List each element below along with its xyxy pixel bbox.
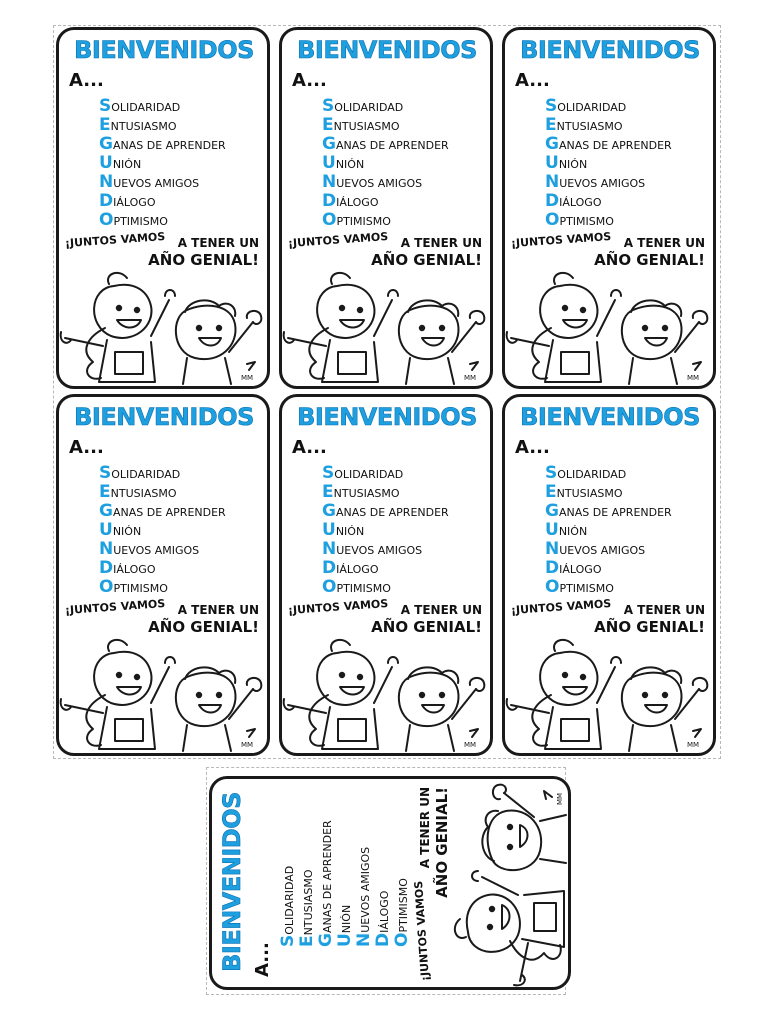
card-subtitle: A... (515, 437, 550, 458)
acrostic-item: GANAS DE APRENDER (99, 501, 226, 521)
slogan-part1: ¡JUNTOS VAMOS (510, 597, 612, 617)
welcome-bookmark-7 (209, 776, 571, 990)
artist-signature: MM (687, 374, 700, 382)
acrostic-item: UNIÓN (545, 153, 588, 173)
acrostic-item: ENTUSIASMO (545, 482, 623, 502)
acrostic-item: DIÁLOGO (322, 558, 379, 578)
acrostic-item: UNIÓN (99, 153, 142, 173)
acrostic-item: OPTIMISMO (322, 577, 391, 597)
acrostic-item: NUEVOS AMIGOS (354, 846, 374, 947)
welcome-bookmark-3 (502, 27, 716, 389)
acrostic-item: DIÁLOGO (545, 558, 602, 578)
acrostic-item: NUEVOS AMIGOS (545, 539, 646, 559)
welcome-bookmark-6 (502, 394, 716, 756)
two-cheering-kids-icon (505, 633, 713, 753)
acrostic-item: ENTUSIASMO (99, 482, 177, 502)
acrostic-item: ENTUSIASMO (297, 869, 317, 947)
artist-signature: MM (464, 741, 477, 749)
card-subtitle: A... (515, 70, 550, 91)
acrostic-item: NUEVOS AMIGOS (99, 539, 200, 559)
acrostic-item: OPTIMISMO (99, 577, 168, 597)
two-cheering-kids-icon (59, 266, 267, 386)
acrostic-item: OPTIMISMO (545, 577, 614, 597)
acrostic-item: DIÁLOGO (545, 191, 602, 211)
acrostic-item: UNIÓN (322, 153, 365, 173)
card-title: BIENVENIDOS (520, 403, 700, 431)
acrostic-list (545, 96, 672, 229)
slogan-part2: A TENER UN (400, 236, 482, 250)
acrostic-list (322, 463, 449, 596)
two-cheering-kids-icon (282, 633, 490, 753)
slogan-part3: AÑO GENIAL! (148, 618, 259, 636)
slogan-part3: AÑO GENIAL! (594, 251, 705, 269)
card-subtitle: A... (69, 437, 104, 458)
slogan-part2: A TENER UN (400, 603, 482, 617)
acrostic-item: ENTUSIASMO (322, 482, 400, 502)
acrostic-item: OPTIMISMO (322, 210, 391, 230)
acrostic-item: GANAS DE APRENDER (322, 501, 449, 521)
two-cheering-kids-icon (448, 779, 568, 987)
slogan-part1: ¡JUNTOS VAMOS (412, 880, 432, 982)
acrostic-item: DIÁLOGO (99, 191, 156, 211)
acrostic-list (278, 820, 411, 947)
acrostic-item: ENTUSIASMO (322, 115, 400, 135)
artist-signature: MM (241, 374, 254, 382)
card-title: BIENVENIDOS (74, 403, 254, 431)
slogan-part1: ¡JUNTOS VAMOS (64, 597, 166, 617)
two-cheering-kids-icon (505, 266, 713, 386)
welcome-bookmark-5 (279, 394, 493, 756)
acrostic-item: NUEVOS AMIGOS (99, 172, 200, 192)
acrostic-item: UNIÓN (322, 520, 365, 540)
acrostic-item: UNIÓN (99, 520, 142, 540)
acrostic-item: NUEVOS AMIGOS (545, 172, 646, 192)
card-subtitle: A... (252, 942, 273, 977)
acrostic-item: SOLIDARIDAD (545, 96, 627, 116)
acrostic-item: GANAS DE APRENDER (99, 134, 226, 154)
acrostic-item: ENTUSIASMO (545, 115, 623, 135)
acrostic-item: GANAS DE APRENDER (322, 134, 449, 154)
acrostic-item: UNIÓN (545, 520, 588, 540)
acrostic-item: SOLIDARIDAD (99, 463, 181, 483)
artist-signature: MM (556, 792, 564, 805)
slogan-part2: A TENER UN (177, 236, 259, 250)
slogan-part2: A TENER UN (177, 603, 259, 617)
card-title: BIENVENIDOS (74, 36, 254, 64)
slogan-part2: A TENER UN (623, 236, 705, 250)
card-title: BIENVENIDOS (297, 403, 477, 431)
acrostic-item: NUEVOS AMIGOS (322, 539, 423, 559)
slogan-part3: AÑO GENIAL! (148, 251, 259, 269)
card-subtitle: A... (69, 70, 104, 91)
acrostic-item: SOLIDARIDAD (545, 463, 627, 483)
acrostic-item: DIÁLOGO (322, 191, 379, 211)
card-title: BIENVENIDOS (297, 36, 477, 64)
slogan-part3: AÑO GENIAL! (433, 787, 451, 898)
card-title: BIENVENIDOS (520, 36, 700, 64)
acrostic-item: ENTUSIASMO (99, 115, 177, 135)
acrostic-item: SOLIDARIDAD (322, 463, 404, 483)
acrostic-item: OPTIMISMO (392, 878, 412, 947)
acrostic-item: DIÁLOGO (99, 558, 156, 578)
card-subtitle: A... (292, 437, 327, 458)
acrostic-list (99, 463, 226, 596)
acrostic-item: OPTIMISMO (545, 210, 614, 230)
card-subtitle: A... (292, 70, 327, 91)
artist-signature: MM (687, 741, 700, 749)
acrostic-item: NUEVOS AMIGOS (322, 172, 423, 192)
slogan-part1: ¡JUNTOS VAMOS (64, 230, 166, 250)
acrostic-item: SOLIDARIDAD (322, 96, 404, 116)
acrostic-list (322, 96, 449, 229)
artist-signature: MM (464, 374, 477, 382)
slogan-part1: ¡JUNTOS VAMOS (287, 597, 389, 617)
acrostic-item: GANAS DE APRENDER (316, 820, 336, 947)
acrostic-item: DIÁLOGO (373, 890, 393, 947)
acrostic-item: GANAS DE APRENDER (545, 501, 672, 521)
slogan-part1: ¡JUNTOS VAMOS (287, 230, 389, 250)
welcome-bookmark-1 (56, 27, 270, 389)
acrostic-item: SOLIDARIDAD (278, 865, 298, 947)
acrostic-item: SOLIDARIDAD (99, 96, 181, 116)
welcome-bookmark-2 (279, 27, 493, 389)
slogan-part3: AÑO GENIAL! (594, 618, 705, 636)
slogan-part3: AÑO GENIAL! (371, 251, 482, 269)
artist-signature: MM (241, 741, 254, 749)
acrostic-item: UNIÓN (335, 904, 355, 947)
card-title: BIENVENIDOS (218, 792, 246, 972)
acrostic-list (545, 463, 672, 596)
acrostic-item: GANAS DE APRENDER (545, 134, 672, 154)
two-cheering-kids-icon (59, 633, 267, 753)
welcome-bookmark-4 (56, 394, 270, 756)
slogan-part1: ¡JUNTOS VAMOS (510, 230, 612, 250)
two-cheering-kids-icon (282, 266, 490, 386)
slogan-part2: A TENER UN (623, 603, 705, 617)
acrostic-item: OPTIMISMO (99, 210, 168, 230)
acrostic-list (99, 96, 226, 229)
slogan-part2: A TENER UN (418, 787, 432, 869)
slogan-part3: AÑO GENIAL! (371, 618, 482, 636)
